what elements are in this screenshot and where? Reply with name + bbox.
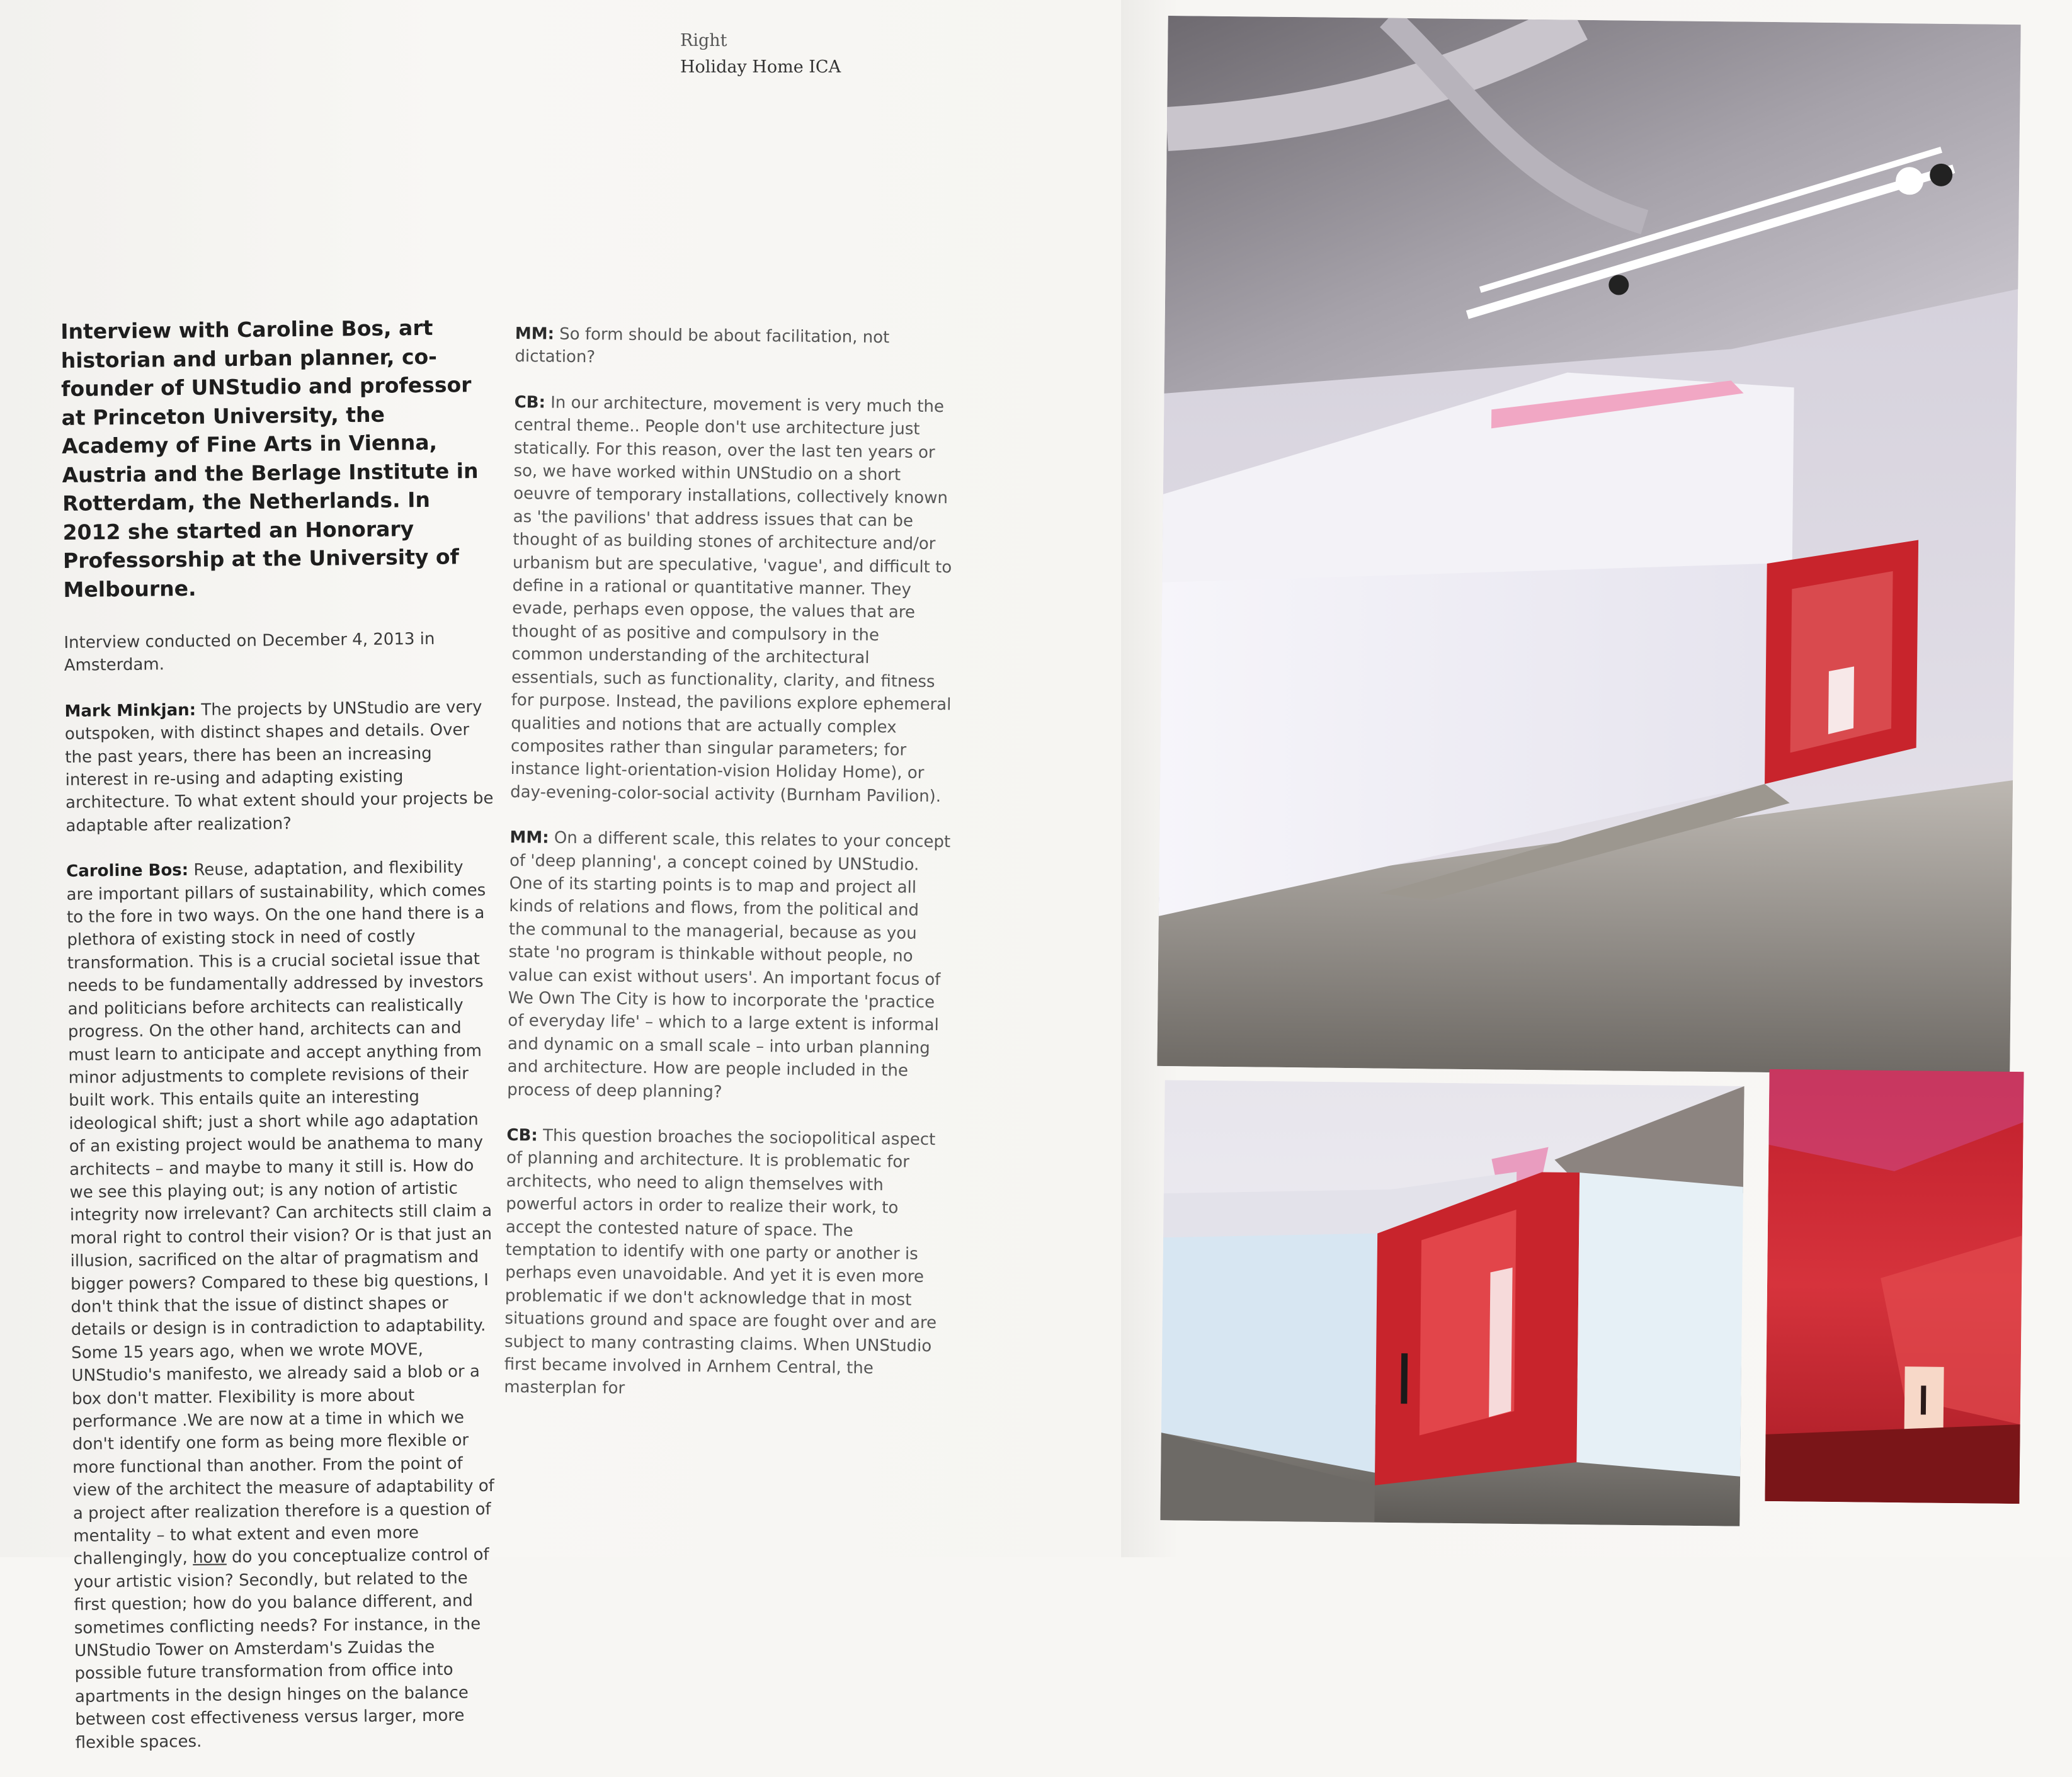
installation-photo-lower-right — [1765, 1069, 2024, 1504]
question-text: On a different scale, this relates to your concept of 'deep planning', a concept coined by UNStudio. One of its starting points is to map and project all kinds of relations and flows, from the political and the communal to the managerial, because as you state 'no program is thinkable without people, no value can exist without users'. An important focus of We Own The City is how to incorporate the 'practice of everyday life' – which to a large extent is informal and dynamic on a small scale – into urban planning and architecture. How are people included in the process of deep planning? — [507, 828, 951, 1102]
question-3 — [507, 826, 951, 1106]
installation-photo-main — [1157, 16, 2020, 1075]
image-caption — [680, 28, 841, 81]
question-text: So form should be about facilitation, not dictation? — [515, 324, 890, 367]
underlined-word: how — [192, 1548, 227, 1568]
question-1 — [64, 696, 494, 838]
text-column-left — [60, 313, 504, 1777]
speaker-label: MM: — [515, 324, 555, 344]
speaker-label: CB: — [514, 392, 546, 412]
intro-paragraph: Interview with Caroline Bos, art historian and urban planner, co-founder of UNStudio and professor at Princeton University, the Academy of Fine Arts in Vienna, Austria and the Berlage Institute in Rotterdam, the Netherlands. In 2012 she started an Honorary Professorship at the University of Melbourne. — [60, 315, 479, 602]
text-column-right — [504, 322, 956, 1426]
dateline: Interview conducted on December 4, 2013 in Amsterdam. — [64, 629, 435, 676]
answer-3 — [504, 1124, 948, 1404]
answer-text: In our architecture, movement is very much the central theme.. People don't use architecture just statically. For this reason, over the last ten years or so, we have worked within UNStudio on a short oeuvre of temporary installations, collectively known as 'the pavilions' that address issues that can be thought of as building stones of architecture and/or urbanism but are speculative, 'vague', and difficult to define in a rational or quantitative manner. They evade, perhaps even oppose, the values that are thought of as positive and compulsory in the common understanding of the architectural essentials, such as functionality, clarity, and fitness for purpose. Instead, the pavilions explore ephemeral qualities and notions that are actually complex composites rather than singular parameters; for instance light-orientation-vision Holiday Home), or day-evening-color-social activity (Burnham Pavilion). — [510, 393, 952, 806]
speaker-label: CB: — [506, 1125, 538, 1145]
answer-2 — [510, 391, 955, 809]
answer-text-continued: do you conceptualize control of your artistic vision? Secondly, but related to the first question; how do you balance different, and sometimes conflicting needs? For instance, in the UNStudio Tower on Amsterdam's Zuidas the possible future transformation from office into apartments in the design hinges on the balance between cost effectiveness versus larger, more flexible spaces. — [73, 1545, 489, 1752]
speaker-label: Mark Minkjan: — [64, 700, 196, 721]
question-text: The projects by UNStudio are very outspoken, with distinct shapes and details. Over the past years, there has been an increasing interest in re-using and adapting existing architecture. To what extent should your projects be adaptable after realization? — [64, 697, 494, 836]
answer-1 — [66, 856, 504, 1754]
question-2 — [515, 322, 956, 373]
speaker-label: MM: — [509, 828, 549, 848]
answer-text: Reuse, adaptation, and flexibility are important pillars of sustainability, which comes to the fore in two ways. On the one hand there is a plethora of existing stock in need of costly transformation. This is a crucial societal issue that needs to be fundamentally addressed by investors and politicians before architects can realistically progress. On the other hand, architects can and must learn to anticipate and accept anything from minor adjustments to complete revisions of their built work. This entails quite an interesting ideological shift; just a short while ago adaptation of an existing project would be anathema to many architects – and maybe to many it still is. How do we see this playing out; is any notion of artistic integrity now irrelevant? Can architects still claim a moral right to control their vision? Or is that just an illusion, sacrificed on the altar of pragmatism and bigger powers? Compared to these big questions, I don't think that the issue of distinct shapes or details or design is in contradiction to adaptability. Some 15 years ago, when we wrote MOVE, UNStudio's manifesto, we already said a blob or a box don't matter. Flexibility is more about performance .We are now at a time in which we don't identify one form as being more flexible or more functional than another. From the point of view of the architect the measure of adaptability of a project after realization therefore is a question of mentality – to what extent and even more challengingly, — [66, 858, 495, 1569]
answer-text: This question broaches the sociopolitical aspect of planning and architecture. It is problematic for architects, who need to align themselves with powerful actors in order to realize their work, to accept the contested nature of space. The temptation to identify with one party or another is perhaps even unavoidable. And yet it is even more problematic if we don't acknowledge that in most situations ground and space are fought over and are subject to many contrasting claims. When UNStudio first became involved in Arnhem Central, the masterplan for — [504, 1126, 937, 1399]
caption-label: Right — [680, 31, 727, 50]
caption-title: Holiday Home ICA — [680, 57, 841, 77]
speaker-label: Caroline Bos: — [66, 861, 189, 882]
installation-photo-lower-left — [1160, 1080, 1744, 1526]
